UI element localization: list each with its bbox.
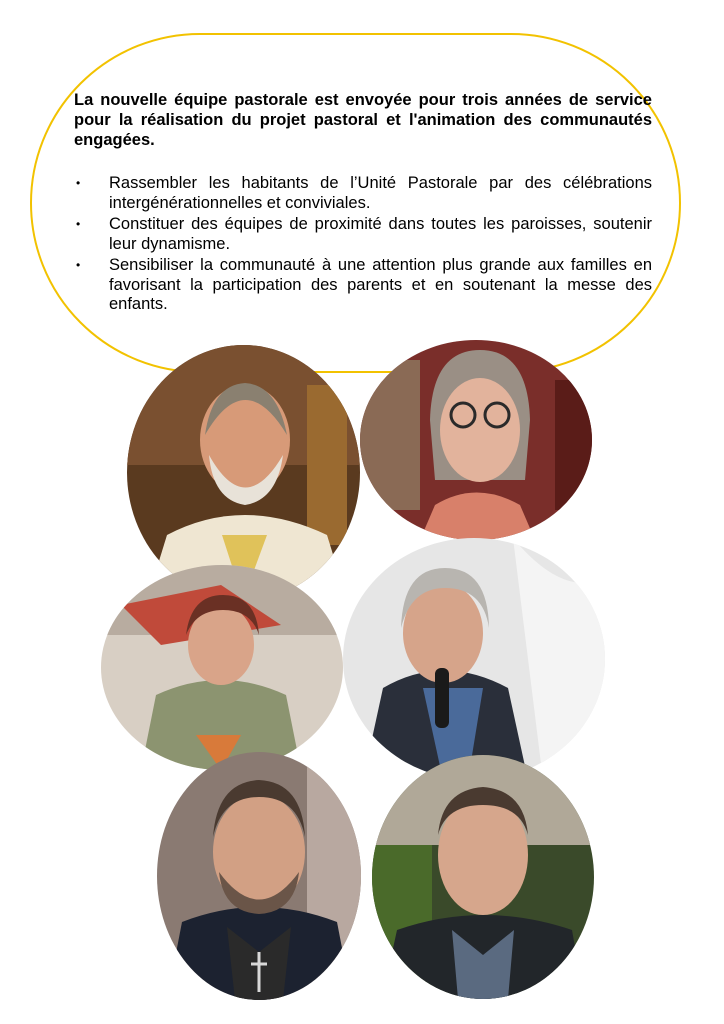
team-photo-man-checked-shirt bbox=[372, 755, 594, 999]
bullet-icon: • bbox=[76, 176, 81, 190]
team-photo-woman-red-hair bbox=[101, 565, 343, 770]
objectives-list bbox=[74, 174, 652, 317]
team-photo-woman-glasses bbox=[360, 340, 592, 540]
list-item-text: Rassembler les habitants de l’Unité Pastorale par des célébrations intergénérationnelles et conviviales. bbox=[109, 174, 652, 212]
bullet-icon: • bbox=[76, 258, 81, 272]
list-item-text: Sensibiliser la communauté à une attention plus grande aux familles en favorisant la participation des parents et en soutenant la messe des enfants. bbox=[109, 256, 652, 313]
team-photo-man-microphone bbox=[343, 538, 605, 780]
team-photo-man-cross bbox=[157, 752, 361, 1000]
list-item bbox=[74, 256, 652, 315]
list-item bbox=[74, 174, 652, 213]
team-photo-priest bbox=[127, 345, 360, 600]
intro-text: La nouvelle équipe pastorale est envoyée pour trois années de service pour la réalisation du projet pastoral et l'animation des communautés engagées. bbox=[74, 91, 652, 149]
list-item bbox=[74, 215, 652, 254]
bullet-icon: • bbox=[76, 217, 81, 231]
list-item-text: Constituer des équipes de proximité dans toutes les paroisses, soutenir leur dynamisme. bbox=[109, 215, 652, 253]
